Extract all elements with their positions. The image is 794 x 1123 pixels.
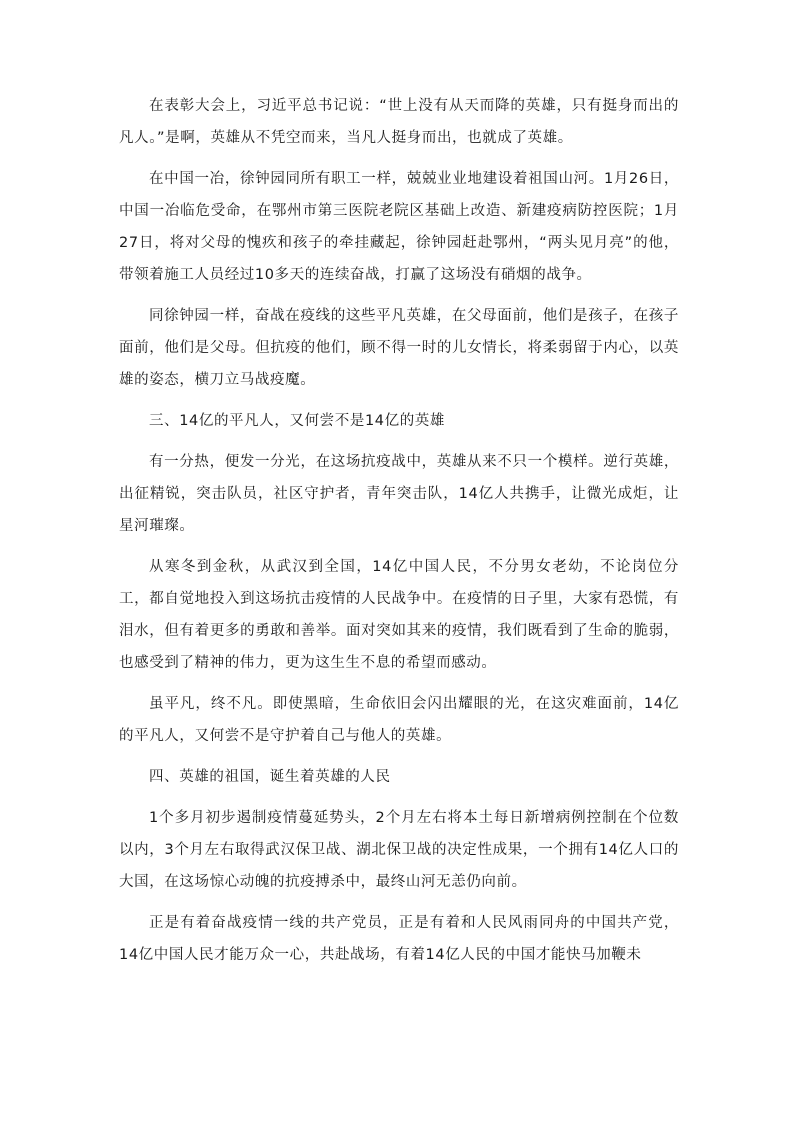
paragraph-xu-zhongyuan: 在中国一冶，徐钟园同所有职工一样，兢兢业业地建设着祖国山河。1月26日，中国一冶临危受命，在鄂州市第三医院老院区基础上改造、新建疫病防控医院；1月27日，将对父母的愧疚和孩子的牵挂藏起，徐钟园赶赴鄂州，“两头见月亮”的他，带领着施工人员经过10多天的连续奋战，打赢了这场没有硝烟的战争。	[119, 171, 679, 283]
paragraph-timeline: 1个多月初步遏制疫情蔓延势头，2个月左右将本土每日新增病例控制在个位数以内，3个月左右取得武汉保卫战、湖北保卫战的决定性成果，一个拥有14亿人口的大国，在这场惊心动魄的抗疫搏杀中，最终山河无恙仍向前。	[119, 810, 679, 890]
paragraph-ordinary-heroes: 同徐钟园一样，奋战在疫线的这些平凡英雄，在父母面前，他们是孩子，在孩子面前，他们是父母。但抗疫的他们，顾不得一时的儿女情长，将柔弱留于内心，以英雄的姿态，横刀立马战疫魔。	[119, 308, 679, 388]
document-body	[119, 90, 679, 980]
paragraph-winter-to-autumn: 从寒冬到金秋，从武汉到全国，14亿中国人民，不分男女老幼，不论岗位分工，都自觉地投入到这场抗击疫情的人民战争中。在疫情的日子里，大家有恐慌，有泪水，但有着更多的勇敢和善举。面对突如其来的疫情，我们既看到了生命的脆弱，也感受到了精神的伟力，更为这生生不息的希望而感动。	[119, 559, 679, 671]
paragraph-ordinary-yet-extraordinary: 虽平凡，终不凡。即使黑暗，生命依旧会闪出耀眼的光，在这灾难面前，14亿的平凡人，又何尝不是守护着自己与他人的英雄。	[119, 696, 679, 744]
paragraph-many-faces-of-heroes: 有一分热，便发一分光，在这场抗疫战中，英雄从来不只一个模样。逆行英雄，出征精锐，突击队员，社区守护者，青年突击队，14亿人共携手，让微光成炬，让星河璀璨。	[119, 454, 679, 534]
section-heading-four: 四、英雄的祖国，诞生着英雄的人民	[149, 769, 391, 785]
paragraph-party-members: 正是有着奋战疫情一线的共产党员，正是有着和人民风雨同舟的中国共产党，14亿中国人民才能万众一心，共赴战场，有着14亿人民的中国才能快马加鞭未	[119, 915, 679, 963]
section-heading-three: 三、14亿的平凡人，又何尝不是14亿的英雄	[149, 413, 445, 429]
paragraph-commendation-speech: 在表彰大会上，习近平总书记说：“世上没有从天而降的英雄，只有挺身而出的凡人。”是啊，英雄从不凭空而来，当凡人挺身而出，也就成了英雄。	[119, 98, 679, 146]
